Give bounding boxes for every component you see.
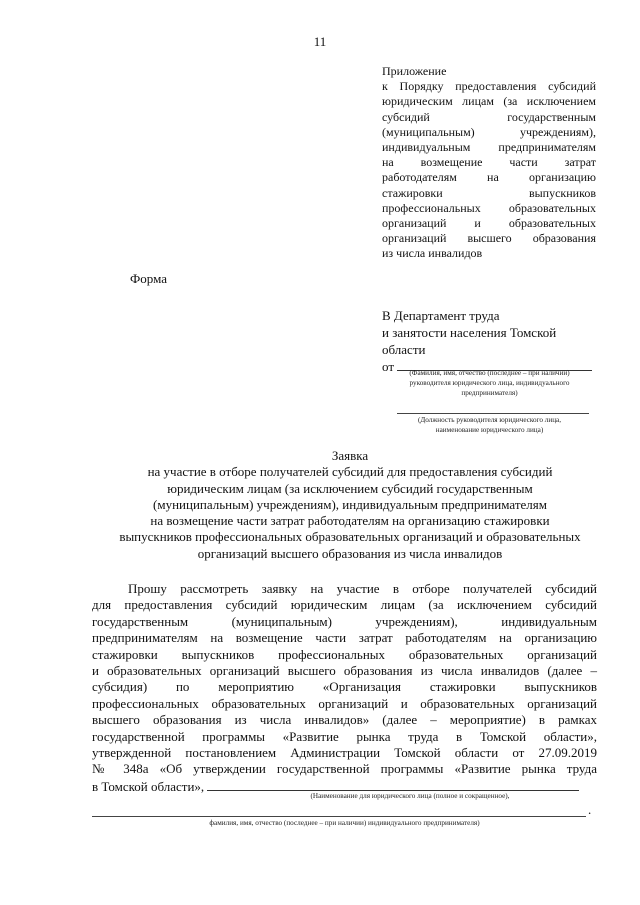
addressee-block — [382, 307, 597, 375]
addressee-line: В Департамент труда — [382, 308, 500, 323]
organization-name-caption: (Наименование для юридического лица (полное и сокращенное), — [310, 792, 510, 800]
addressee-line: и занятости населения Томской — [382, 325, 557, 340]
appendix-line: индивидуальным предпринимателям — [382, 140, 596, 155]
body-line: утвержденной постановлением Администрации Томской области от 27.09.2019 — [92, 745, 597, 761]
appendix-line: организаций высшего образования — [382, 231, 596, 246]
appendix-line: к Порядку предоставления субсидий — [382, 79, 596, 94]
body-line: профессиональных образовательных организаций и образовательных организаций — [92, 695, 597, 711]
title-line: на участие в отборе получателей субсидий для предоставления субсидий — [147, 464, 553, 480]
position-field[interactable] — [397, 413, 589, 414]
body-paragraph — [92, 581, 597, 795]
body-line: для предоставления субсидий юридическим лицам (за исключением субсидий — [92, 597, 597, 613]
body-line: государственной программы «Развитие рынка труда в Томской области», — [92, 728, 597, 744]
body-line: и образовательных организаций высшего образования из числа инвалидов (далее – — [92, 663, 597, 679]
organization-name-field[interactable] — [207, 778, 579, 791]
body-last-text: в Томской области», — [92, 778, 205, 794]
applicant-name-caption — [382, 368, 597, 398]
appendix-line: организаций и образовательных — [382, 216, 596, 231]
body-line: субсидия) по мероприятию «Организация стажировки выпускников — [92, 679, 597, 695]
body-line: предпринимателям на возмещение части затрат работодателям на организацию — [92, 630, 597, 646]
appendix-header — [382, 64, 596, 262]
body-line: высшего образования из числа инвалидов» (далее – мероприятие) в рамках — [92, 712, 597, 728]
from-label: от — [382, 359, 395, 374]
application-title — [60, 448, 640, 562]
title-line: юридическим лицам (за исключением субсидий государственным — [167, 480, 533, 496]
title-line: Заявка — [331, 448, 369, 463]
title-line: организаций высшего образования из числа инвалидов — [197, 545, 503, 561]
appendix-line: Приложение — [382, 64, 447, 78]
line-end-dot: . — [588, 802, 592, 817]
appendix-line: субсидий государственным — [382, 109, 596, 124]
title-line: выпускников профессиональных образовательных организаций и образовательных — [119, 529, 581, 545]
appendix-line: на возмещение части затрат — [382, 155, 596, 170]
form-label: Форма — [130, 271, 167, 286]
title-line: на возмещение части затрат работодателям на организацию стажировки — [150, 513, 550, 529]
appendix-line: стажировки выпускников — [382, 185, 596, 200]
body-line: Прошу рассмотреть заявку на участие в отборе получателей субсидий — [128, 581, 597, 596]
entrepreneur-name-field[interactable] — [92, 816, 586, 817]
page-number: 11 — [313, 34, 327, 49]
position-caption — [382, 415, 597, 435]
appendix-line: (муниципальным) учреждениям), — [382, 124, 596, 139]
body-line: № 348а «Об утверждении государственной программы «Развитие рынка труда — [92, 761, 597, 777]
caption-line: руководителя юридического лица, индивидуального — [409, 379, 570, 387]
caption-line: предпринимателя) — [461, 389, 518, 397]
appendix-line: профессиональных образовательных — [382, 200, 596, 215]
appendix-line: из числа инвалидов — [382, 246, 483, 261]
appendix-line: работодателям на организацию — [382, 170, 596, 185]
title-line: (муниципальным) учреждениям), индивидуальным предпринимателям — [153, 496, 547, 512]
entrepreneur-name-caption: фамилия, имя, отчество (последнее – при наличии) индивидуального предпринимателя) — [209, 819, 480, 827]
caption-line: наименование юридического лица) — [435, 426, 544, 434]
caption-line: (Фамилия, имя, отчество (последнее – при наличии) — [409, 369, 570, 377]
caption-line: (Должность руководителя юридического лица, — [417, 416, 562, 424]
addressee-line: области — [382, 342, 426, 357]
body-line: государственным (муниципальным) учреждениям), индивидуальным — [92, 613, 597, 629]
body-line: стажировки выпускников профессиональных образовательных организаций — [92, 646, 597, 662]
appendix-line: юридическим лицам (за исключением — [382, 94, 596, 109]
